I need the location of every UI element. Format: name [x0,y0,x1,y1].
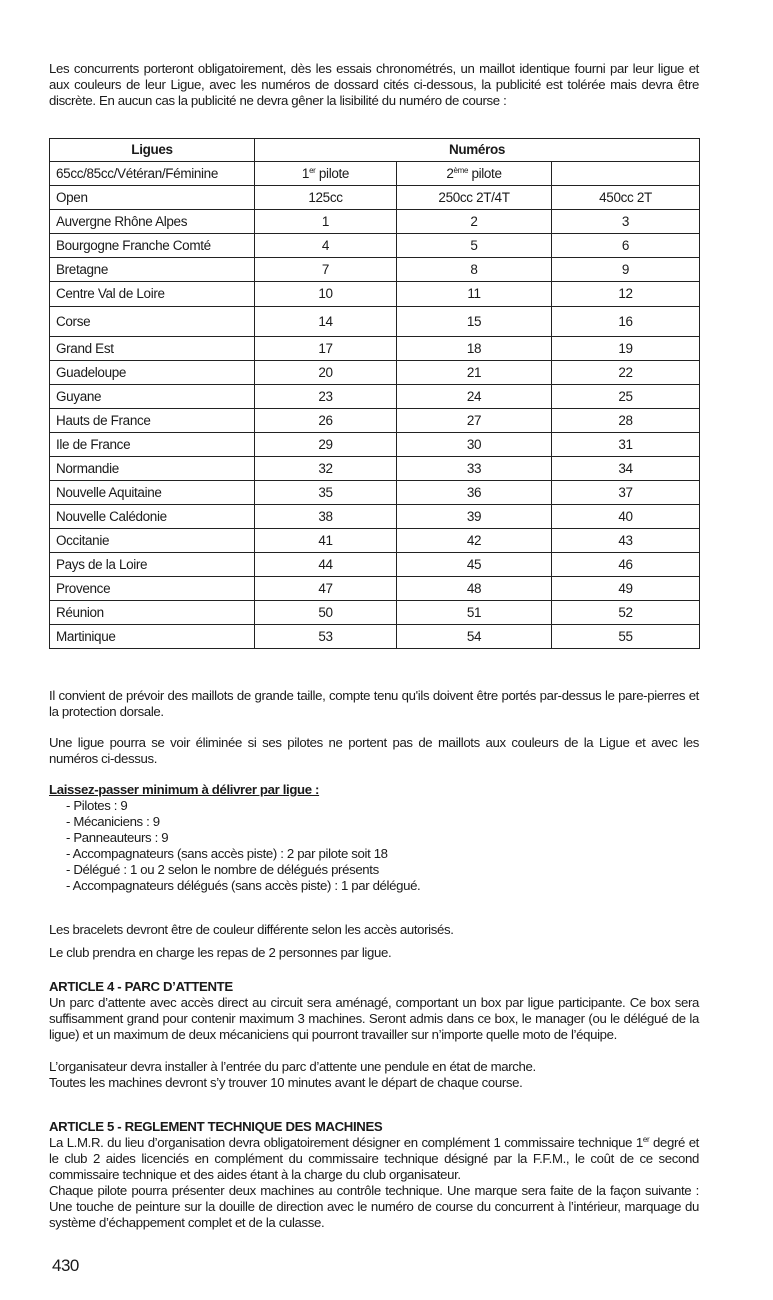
article-4-title: ARTICLE 4 - PARC D’ATTENTE [49,979,233,994]
number-250cc-cell: 51 [397,601,552,625]
number-450cc-cell: 16 [552,307,700,337]
number-250cc-cell: 27 [397,409,552,433]
list-item: - Accompagnateurs (sans accès piste) : 2 par pilote soit 18 [66,846,388,861]
number-125cc-cell: 35 [255,481,397,505]
number-250cc-cell: 42 [397,529,552,553]
article-4-paragraph-3: Toutes les machines devront s’y trouver 10 minutes avant le départ de chaque course. [49,1075,523,1090]
number-450cc-cell: 34 [552,457,700,481]
table-row [50,307,700,337]
number-450cc-cell: 19 [552,337,700,361]
laissez-passer-list [66,798,420,894]
open-col2: 250cc 2T/4T [397,186,552,210]
table-row [50,529,700,553]
number-450cc-cell: 22 [552,361,700,385]
number-450cc-cell: 31 [552,433,700,457]
number-125cc-cell: 41 [255,529,397,553]
number-250cc-cell: 45 [397,553,552,577]
table-row [50,361,700,385]
open-col1: 125cc [255,186,397,210]
league-name-cell: Provence [50,577,255,601]
number-125cc-cell: 47 [255,577,397,601]
table-row [50,553,700,577]
league-name-cell: Occitanie [50,529,255,553]
number-125cc-cell: 14 [255,307,397,337]
league-name-cell: Réunion [50,601,255,625]
number-125cc-cell: 20 [255,361,397,385]
league-name-cell: Hauts de France [50,409,255,433]
header-numeros: Numéros [255,139,700,162]
number-250cc-cell: 11 [397,282,552,307]
league-name-cell: Auvergne Rhône Alpes [50,210,255,234]
number-250cc-cell: 24 [397,385,552,409]
table-row [50,409,700,433]
article-5-title: ARTICLE 5 - REGLEMENT TECHNIQUE DES MACHINES [49,1119,383,1134]
league-name-cell: Nouvelle Calédonie [50,505,255,529]
table-row [50,210,700,234]
number-450cc-cell: 6 [552,234,700,258]
laissez-passer-title: Laissez-passer minimum à délivrer par ligue : [49,782,320,797]
number-450cc-cell: 12 [552,282,700,307]
list-item: - Pilotes : 9 [66,798,128,813]
header-ligues: Ligues [50,139,255,162]
table-row [50,601,700,625]
jersey-size-paragraph: Il convient de prévoir des maillots de grande taille, compte tenu qu'ils doivent être portés par-dessus le pare-pierres et la protection dorsale. [49,688,699,719]
number-450cc-cell: 37 [552,481,700,505]
number-450cc-cell: 52 [552,601,700,625]
meals-paragraph: Le club prendra en charge les repas de 2 personnes par ligue. [49,945,392,960]
number-250cc-cell: 54 [397,625,552,649]
league-name-cell: Guadeloupe [50,361,255,385]
number-450cc-cell: 43 [552,529,700,553]
table-row [50,577,700,601]
league-name-cell: Guyane [50,385,255,409]
number-125cc-cell: 17 [255,337,397,361]
first-pilot-cell: 1er pilote [255,162,397,186]
number-250cc-cell: 21 [397,361,552,385]
number-250cc-cell: 2 [397,210,552,234]
list-item: - Mécaniciens : 9 [66,814,160,829]
list-item: - Accompagnateurs délégués (sans accès piste) : 1 par délégué. [66,878,421,893]
league-name-cell: Pays de la Loire [50,553,255,577]
open-col3: 450cc 2T [552,186,700,210]
league-name-cell: Nouvelle Aquitaine [50,481,255,505]
number-450cc-cell: 28 [552,409,700,433]
number-250cc-cell: 30 [397,433,552,457]
number-250cc-cell: 8 [397,258,552,282]
number-250cc-cell: 48 [397,577,552,601]
open-label: Open [50,186,255,210]
number-125cc-cell: 50 [255,601,397,625]
number-450cc-cell: 3 [552,210,700,234]
table-row [50,433,700,457]
article-4-paragraph-2: L’organisateur devra installer à l’entrée du parc d’attente une pendule en état de marche. [49,1059,536,1074]
table-row [50,258,700,282]
number-125cc-cell: 1 [255,210,397,234]
list-item: - Délégué : 1 ou 2 selon le nombre de délégués présents [66,862,379,877]
intro-paragraph: Les concurrents porteront obligatoirement, dès les essais chronométrés, un maillot identique fourni par leur ligue et aux couleurs de leur Ligue, avec les numéros de dossard cités ci-dessous, la publicité est tolérée mais devra être discrète. En aucun cas la publicité ne devra gêner la lisibilité du numéro de course : [49,61,699,108]
league-name-cell: Centre Val de Loire [50,282,255,307]
number-125cc-cell: 29 [255,433,397,457]
league-name-cell: Ile de France [50,433,255,457]
number-125cc-cell: 10 [255,282,397,307]
table-row [50,234,700,258]
leagues-numbers-table [49,138,700,649]
league-name-cell: Corse [50,307,255,337]
elimination-paragraph: Une ligue pourra se voir éliminée si ses pilotes ne portent pas de maillots aux couleurs de la Ligue et avec les numéros ci-dessus. [49,735,699,766]
article-4-paragraph-1: Un parc d’attente avec accès direct au circuit sera aménagé, comportant un box par ligue participante. Ce box sera suffisamment grand pour contenir maximum 3 machines. Seront admis dans ce box, le manager (ou le délégué de la ligue) et un maximum de deux mécaniciens qui pourront travailler sur n’importe quelle moto de l’équipe. [49,995,699,1042]
number-250cc-cell: 39 [397,505,552,529]
number-250cc-cell: 5 [397,234,552,258]
number-125cc-cell: 4 [255,234,397,258]
table-row-open [50,186,700,210]
second-pilot-cell: 2ème pilote [397,162,552,186]
number-450cc-cell: 49 [552,577,700,601]
league-name-cell: Grand Est [50,337,255,361]
number-125cc-cell: 26 [255,409,397,433]
league-name-cell: Martinique [50,625,255,649]
number-450cc-cell: 25 [552,385,700,409]
list-item: - Panneauteurs : 9 [66,830,169,845]
number-125cc-cell: 38 [255,505,397,529]
number-450cc-cell: 9 [552,258,700,282]
number-125cc-cell: 44 [255,553,397,577]
league-name-cell: Normandie [50,457,255,481]
page-number: 430 [52,1256,79,1275]
number-450cc-cell: 46 [552,553,700,577]
number-450cc-cell: 55 [552,625,700,649]
table-row [50,337,700,361]
table-row-categories [50,162,700,186]
third-pilot-cell [552,162,700,186]
number-250cc-cell: 15 [397,307,552,337]
article-5-paragraph-2: Chaque pilote pourra présenter deux machines au contrôle technique. Une marque sera faite de la façon suivante : Une touche de peinture sur la douille de direction avec le numéro de course du concurrent à l’intérieur, marquage du système d’échappement complet et de la culasse. [49,1183,699,1230]
table-row [50,481,700,505]
table-row [50,625,700,649]
bracelets-paragraph: Les bracelets devront être de couleur différente selon les accès autorisés. [49,922,454,937]
number-125cc-cell: 53 [255,625,397,649]
table-row [50,457,700,481]
table-row [50,385,700,409]
number-450cc-cell: 40 [552,505,700,529]
number-125cc-cell: 32 [255,457,397,481]
table-row [50,282,700,307]
number-250cc-cell: 33 [397,457,552,481]
table-row [50,505,700,529]
table-header-row [50,139,700,162]
number-125cc-cell: 7 [255,258,397,282]
number-125cc-cell: 23 [255,385,397,409]
league-name-cell: Bretagne [50,258,255,282]
number-250cc-cell: 36 [397,481,552,505]
league-name-cell: Bourgogne Franche Comté [50,234,255,258]
category-label: 65cc/85cc/Vétéran/Féminine [50,162,255,186]
article-5-paragraph-1: La L.M.R. du lieu d’organisation devra obligatoirement désigner en complément 1 commissaire technique 1er degré et le club 2 aides licenciés en complément du commissaire technique désigné par la F.F.M., le coût de ce second commissaire technique et des aides étant à la charge du club organisateur. [49,1135,699,1182]
number-250cc-cell: 18 [397,337,552,361]
